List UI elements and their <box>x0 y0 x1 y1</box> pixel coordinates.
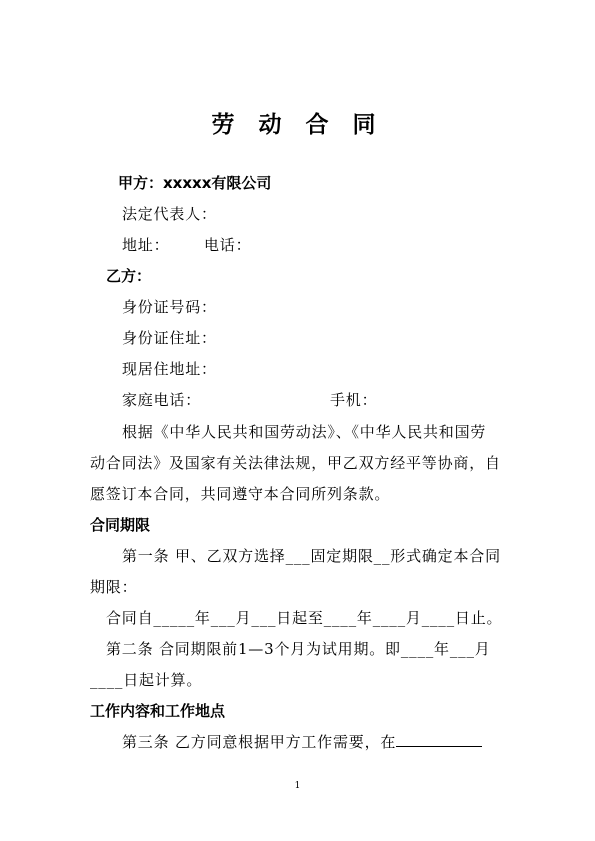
article-1-line: 期限： <box>90 578 138 596</box>
party-a-phone: 电话： <box>204 236 252 254</box>
preamble-line: 动合同法》及国家有关法律法规，甲乙双方经平等协商，自 <box>90 454 501 472</box>
party-b-id-number: 身份证号码： <box>122 298 217 316</box>
article-2-line: ____日起计算。 <box>90 671 203 689</box>
party-b-mobile: 手机： <box>330 391 378 409</box>
party-b-current-address: 现居住地址： <box>122 360 217 378</box>
work-location-blank <box>396 732 482 747</box>
article-2-line: 第二条 合同期限前1—3个月为试用期。即____年___月 <box>106 640 491 658</box>
party-b-id-address: 身份证住址： <box>122 329 217 347</box>
section-heading-term: 合同期限 <box>90 516 151 534</box>
party-a-label: 甲方：xxxxx有限公司 <box>118 174 272 192</box>
preamble-line: 愿签订本合同，共同遵守本合同所列条款。 <box>90 485 391 503</box>
party-b-home-phone: 家庭电话： <box>122 391 202 409</box>
contract-period-line: 合同自_____年___月___日起至____年____月____日止。 <box>106 609 503 627</box>
article-1-line: 第一条 甲、乙双方选择___固定期限__形式确定本合同 <box>122 547 501 565</box>
page-number: 1 <box>294 781 301 791</box>
party-a-address: 地址： <box>122 236 170 254</box>
article-3-text: 第三条 乙方同意根据甲方工作需要，在 <box>122 733 397 751</box>
party-a-legal-rep: 法定代表人： <box>122 205 217 223</box>
preamble-line: 根据《中华人民共和国劳动法》、《中华人民共和国劳 <box>122 423 487 441</box>
article-3-line <box>122 731 482 752</box>
page-title: 劳 动 合 同 <box>211 112 384 138</box>
party-b-label: 乙方： <box>106 267 152 285</box>
section-heading-work: 工作内容和工作地点 <box>90 702 226 720</box>
